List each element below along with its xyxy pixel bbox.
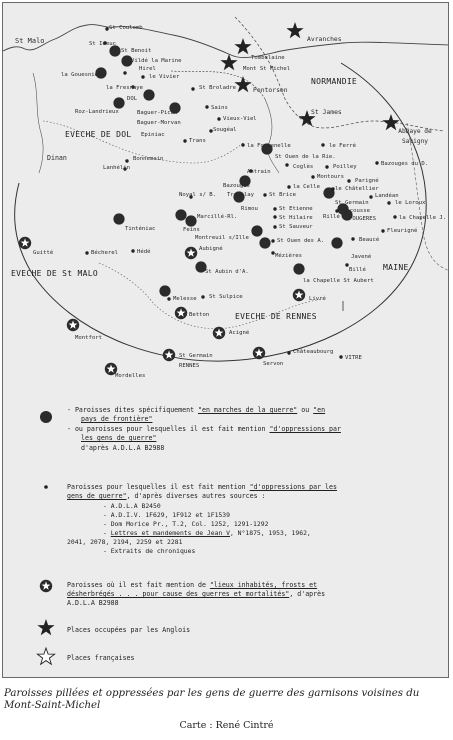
town-st-coulomb: St Coulomb <box>109 25 143 31</box>
town-vilde: Vildé la Marine <box>131 58 182 64</box>
town-mordelles: Mordelles <box>115 373 146 379</box>
town-rille: Rillé <box>323 214 340 220</box>
town-landean: Landéan <box>375 193 399 199</box>
map-figure <box>2 2 449 678</box>
legend-dot-large <box>40 411 52 423</box>
town-bazouges: Bazouges <box>223 183 250 189</box>
town-melesse: Melesse <box>173 296 197 302</box>
small-dot-20 <box>287 185 290 188</box>
town-st-aubin: St Aubin d'A. <box>205 269 249 275</box>
english-star-3 <box>234 76 251 92</box>
town-vieux-viel: Vieux-Viel <box>223 116 257 122</box>
english-star-0 <box>286 22 303 38</box>
small-dot-27 <box>335 209 338 212</box>
legend-source-5: - Extraits de chroniques <box>103 547 196 555</box>
town-montours: Montours <box>317 174 344 180</box>
small-dot-30 <box>273 225 276 228</box>
town-st-etienne: St Etienne <box>279 206 313 212</box>
town-rennes: RENNES <box>179 363 200 369</box>
small-dot-17 <box>311 175 314 178</box>
small-dot-18 <box>347 179 350 182</box>
town-la-gouesniere: la Gouesnière <box>61 72 105 78</box>
small-dot-11 <box>125 159 128 162</box>
legend-star-filled <box>37 619 54 635</box>
region-eveche-dol: EVECHE DE DOL <box>65 130 132 139</box>
town-acigne: Acigné <box>229 330 250 336</box>
town-le-ferre: le Ferré <box>329 143 356 149</box>
town-poilley: Poilley <box>333 164 357 170</box>
town-javene: Javené <box>351 254 372 260</box>
town-hirel: Hirel <box>139 66 156 72</box>
town-st-broladre: St Broladre <box>199 85 237 91</box>
circled-star-4 <box>213 327 225 339</box>
town-trans: Trans <box>189 138 206 144</box>
small-dot-28 <box>273 215 276 218</box>
large-dot-15 <box>259 237 270 248</box>
circled-star-5 <box>163 349 175 361</box>
small-dot-5 <box>191 87 194 90</box>
small-dot-26 <box>273 207 276 210</box>
town-fleurigne: Fleurigné <box>387 228 418 234</box>
large-dot-3 <box>143 89 154 100</box>
small-dot-3 <box>141 75 144 78</box>
town-lecousse: Lécousse <box>343 208 370 214</box>
small-dot-40 <box>287 351 290 354</box>
town-baguer-pican: Baguer-Pican <box>137 110 178 116</box>
town-st-ideuc: St Ideuc <box>89 41 116 47</box>
town-roz-landrieux: Roz-Landrieux <box>75 109 119 115</box>
legend-line-10: A.D.L.A B2988 <box>67 599 119 607</box>
small-dot-9 <box>183 139 186 142</box>
town-la-chapelle-st-aubert: la Chapelle St Aubert <box>303 278 374 284</box>
town-le-vivier: le Vivier <box>149 74 180 80</box>
legend-dot-small <box>44 485 48 489</box>
town-lanhelin: Lanhélin <box>103 165 130 171</box>
town-st-malo: St Malo <box>15 37 45 45</box>
small-dot-33 <box>351 237 354 240</box>
legend-line-8: Paroisses où il est fait mention de "lieux inhabités, frosts et <box>67 581 318 589</box>
small-dot-32 <box>271 239 274 242</box>
small-dot-29 <box>393 215 396 218</box>
town-bonnemain: Bonnemain <box>133 156 164 162</box>
town-vitre: VITRE <box>345 355 362 361</box>
town-st-sulpice: St Sulpice <box>209 294 243 300</box>
town-le-loroux: le Loroux <box>395 200 426 206</box>
small-dot-15 <box>325 165 328 168</box>
small-dot-31 <box>381 229 384 232</box>
circled-star-markers <box>19 237 305 375</box>
town-antrain: Antrain <box>247 169 271 175</box>
town-montreuil: Montreuil s/Ille <box>195 235 249 241</box>
legend-line-5: d'après A.D.L.A B2988 <box>81 444 165 452</box>
town-la-fontenelle: la Fontenelle <box>247 143 291 149</box>
river <box>265 99 279 173</box>
town-le-chatellier: le Châtellier <box>335 186 379 192</box>
legend-line-7: gens de guerre", d'après diverses autres sources : <box>67 492 266 500</box>
town-abbaye-savigny: Abbaye de Savigny <box>398 128 432 145</box>
small-dot-14 <box>285 163 288 166</box>
legend-line-3: - ou paroisses pour lesquelles il est fait mention "d'oppressions par <box>67 425 341 433</box>
river-rance <box>33 73 43 173</box>
town-betton: Betton <box>189 312 210 318</box>
large-dot-19 <box>159 285 170 296</box>
town-tombelaine: Tombelaine <box>251 55 285 61</box>
circled-star-2 <box>175 307 187 319</box>
legend-source-4b: 2041, 2078, 2194, 2259 et 2281 <box>67 538 183 546</box>
town-st-james: St James <box>311 108 342 116</box>
small-dot-13 <box>321 143 324 146</box>
legend-source-1: - A.D.L.A B2450 <box>103 502 161 510</box>
town-sains: Sains <box>211 105 228 111</box>
figure-caption: Paroisses pillées et oppressées par les gens de guerre des garnisons voisines du Mont-Saint-Michel <box>4 688 420 711</box>
legend-source-3: - Dom Morice Pr., T.2, Col. 1252, 1291-1292 <box>103 520 269 528</box>
small-dot-38 <box>167 297 170 300</box>
legend-line-1: - Paroisses dites spécifiquement "en marches de la guerre" ou "en <box>67 406 326 414</box>
town-parigne: Parigné <box>355 178 379 184</box>
town-bille: Billé <box>349 267 366 273</box>
legend-line-9: désherbrégés . . . pour cause des guerres et mortalités", d'après <box>67 590 326 598</box>
legend-line-11: Places occupées par les Anglois <box>67 626 191 634</box>
legend-line-4: les gens de guerre" <box>81 434 157 442</box>
town-pontorson: Pontorson <box>253 86 288 94</box>
town-st-sauveur: St Sauveur <box>279 224 313 230</box>
town-becherel: Bécherel <box>91 250 118 256</box>
town-livre: Livré <box>309 296 326 302</box>
small-dot-2 <box>123 71 126 74</box>
town-la-celle: la Celle <box>293 184 320 190</box>
small-dot-19 <box>375 161 378 164</box>
large-dot-10 <box>113 213 124 224</box>
region-eveche-st-malo: EVECHE DE St MALO <box>11 269 98 278</box>
town-montfort: Montfort <box>75 335 102 341</box>
small-dot-25 <box>387 201 390 204</box>
small-dot-34 <box>85 251 88 254</box>
town-st-benoit: St Benoit <box>121 48 152 54</box>
region-maine: MAINE <box>383 263 409 272</box>
town-epiniac: Epiniac <box>141 132 165 138</box>
legend-source-2: - A.D.I.V. 1F629, 1F912 et 1F1539 <box>103 511 230 519</box>
circled-star-0 <box>19 237 31 249</box>
town-sougeal: Sougéal <box>213 127 237 133</box>
town-feins: Feins <box>183 227 200 233</box>
circled-star-8 <box>293 289 305 301</box>
town-chateaubourg: Châteaubourg <box>293 349 334 355</box>
small-dot-6 <box>205 105 208 108</box>
small-dot-22 <box>369 195 372 198</box>
town-servon: Servon <box>263 361 284 367</box>
circled-star-6 <box>253 347 265 359</box>
town-guitte: Guitté <box>33 250 54 256</box>
legend-line-12: Places françaises <box>67 654 135 662</box>
town-st-germain-1: St Germain <box>335 200 369 206</box>
town-beauce: Beaucé <box>359 237 380 243</box>
town-bazouges-du-d: Bazouges du D. <box>381 161 429 167</box>
small-dot-35 <box>131 249 134 252</box>
town-st-ouen-la-rie: St Ouen de la Rie. <box>275 154 336 160</box>
town-dinan: Dinan <box>47 154 67 162</box>
town-mezieres: Mézières <box>275 253 302 259</box>
small-dot-41 <box>339 355 342 358</box>
town-hede: Hédé <box>137 249 151 255</box>
town-st-brice: St Brice <box>269 192 296 198</box>
town-aubigne: Aubigné <box>199 246 223 252</box>
large-dot-18 <box>293 263 304 274</box>
town-rimou: Rimou <box>241 206 258 212</box>
legend-circled-star <box>40 580 52 592</box>
coastline <box>3 25 449 58</box>
large-dot-0 <box>109 45 120 56</box>
circled-star-3 <box>67 319 79 331</box>
town-la-chapelle-j: la Chapelle J. <box>399 215 447 221</box>
large-dot-4 <box>113 97 124 108</box>
large-dot-14 <box>251 225 262 236</box>
town-tinteniac: Tinténiac <box>125 226 156 232</box>
town-marcille: Marcillé-Rl. <box>197 214 238 220</box>
small-dot-12 <box>241 143 244 146</box>
figure-credit: Carte : René Cintré <box>179 720 274 731</box>
small-dot-24 <box>263 193 266 196</box>
town-noyal: Noyal s/ B. <box>179 192 217 198</box>
town-fougeres: FOUGERES <box>349 216 376 222</box>
town-st-ouen-des-a: St Ouen des A. <box>277 238 325 244</box>
region-eveche-rennes: EVECHE DE RENNES <box>235 312 317 321</box>
legend-star-open <box>37 648 54 664</box>
small-dot-7 <box>217 117 220 120</box>
town-cogles: Coglès <box>293 164 314 170</box>
small-dot-39 <box>201 295 204 298</box>
town-la-fresnaye: la Fresnaye <box>106 85 144 91</box>
town-avranches: Avranches <box>307 35 342 43</box>
large-dot-16 <box>331 237 342 248</box>
circled-star-1 <box>185 247 197 259</box>
town-dol: DOL <box>127 96 138 102</box>
large-dot-9 <box>175 209 186 220</box>
large-dot-11 <box>185 215 196 226</box>
region-normandie: NORMANDIE <box>311 77 358 86</box>
town-st-hilaire: St Hilaire <box>279 215 313 221</box>
legend-source-4: - Lettres et mandements de Jean V, N°1875, 1953, 1962, <box>103 529 311 537</box>
town-st-germain-rennes: St Germain <box>179 353 213 359</box>
town-baguer-morvan: Baguer-Morvan <box>137 120 181 126</box>
english-star-1 <box>234 38 251 54</box>
town-tremblay: Tremblay <box>227 192 254 198</box>
legend-line-2: pays de frontière" <box>81 415 153 423</box>
town-mont-st-michel: Mont St Michel <box>243 66 291 72</box>
legend-line-6: Paroisses pour lesquelles il est fait mention "d'oppressions par les <box>67 483 337 491</box>
